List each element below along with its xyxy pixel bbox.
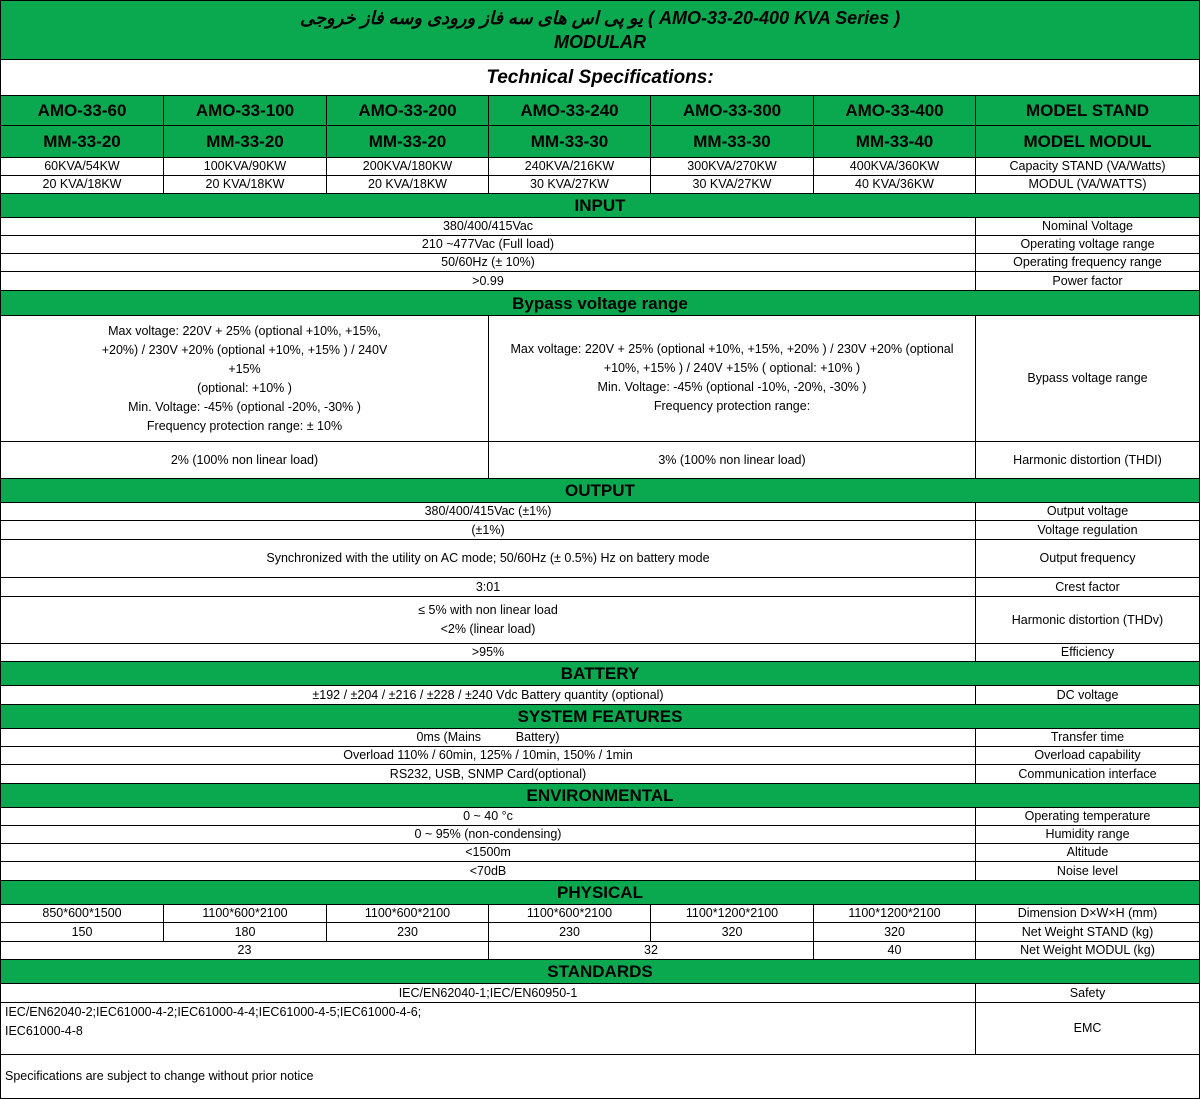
spec-label: Voltage regulation <box>976 521 1200 540</box>
spec-label: Transfer time <box>976 729 1200 747</box>
spec-row <box>0 1003 1200 1055</box>
spec-label: Safety <box>976 984 1200 1003</box>
weight-cell: 23 <box>0 942 489 960</box>
spec-row <box>0 826 1200 844</box>
spec-row <box>0 272 1200 291</box>
emc-line: IEC61000-4-8 <box>5 1024 83 1038</box>
spec-row <box>0 644 1200 662</box>
bypass-left-line: +15% <box>228 361 261 376</box>
spec-row <box>0 597 1200 644</box>
weight-cell: 320 <box>651 923 814 942</box>
spec-label: Crest factor <box>976 578 1200 597</box>
capacity-cell: 30 KVA/27KW <box>489 176 651 194</box>
spec-value: Overload 110% / 60min, 125% / 10min, 150% / 1min <box>0 747 976 765</box>
spec-label: EMC <box>976 1003 1200 1055</box>
dimension-row <box>0 905 1200 923</box>
spec-label: Noise level <box>976 862 1200 881</box>
spec-label: Communication interface <box>976 765 1200 784</box>
dimension-cell: 1100*600*2100 <box>327 905 489 923</box>
bypass-right-line: Frequency protection range: <box>653 399 811 413</box>
bypass-left-line: Min. Voltage: -45% (optional -20%, -30% ) <box>128 399 361 414</box>
spec-value: RS232, USB, SNMP Card(optional) <box>0 765 976 784</box>
section-header-standards: STANDARDS <box>0 960 1200 984</box>
spec-label: Altitude <box>976 844 1200 862</box>
spec-row <box>0 686 1200 705</box>
spec-value <box>0 1003 976 1055</box>
spec-row <box>0 862 1200 881</box>
model-stand-cell: AMO-33-300 <box>651 96 814 126</box>
spec-label: Bypass voltage range <box>976 316 1200 442</box>
bypass-row <box>0 316 1200 442</box>
thdv-line: ≤ 5% with non linear load <box>418 603 558 617</box>
capacity-modul-label: MODUL (VA/WATTS) <box>976 176 1200 194</box>
model-modul-label: MODEL MODUL <box>976 126 1200 158</box>
capacity-modul-row <box>0 176 1200 194</box>
spec-row <box>0 236 1200 254</box>
spec-label: Net Weight MODUL (kg) <box>976 942 1200 960</box>
spec-value: >95% <box>0 644 976 662</box>
spec-row <box>0 844 1200 862</box>
capacity-cell: 30 KVA/27KW <box>651 176 814 194</box>
section-header-input: INPUT <box>0 194 1200 218</box>
model-modul-cell: MM-33-40 <box>814 126 976 158</box>
dimension-cell: 1100*1200*2100 <box>814 905 976 923</box>
spec-row <box>0 521 1200 540</box>
spec-value: 0 ~ 95% (non-condensing) <box>0 826 976 844</box>
spec-value: 0 ~ 40 °c <box>0 808 976 826</box>
model-stand-cell: AMO-33-200 <box>327 96 489 126</box>
capacity-stand-row <box>0 158 1200 176</box>
spec-value: <1500m <box>0 844 976 862</box>
weight-cell: 320 <box>814 923 976 942</box>
dimension-cell: 1100*600*2100 <box>164 905 327 923</box>
model-modul-cell: MM-33-20 <box>327 126 489 158</box>
dimension-cell: 850*600*1500 <box>0 905 164 923</box>
document-title <box>0 0 1200 60</box>
spec-value: 380/400/415Vac <box>0 218 976 236</box>
weight-cell: 32 <box>489 942 814 960</box>
capacity-cell: 400KVA/360KW <box>814 158 976 176</box>
bypass-left-line: Frequency protection range: ± 10% <box>146 418 343 433</box>
section-header-physical: PHYSICAL <box>0 881 1200 905</box>
capacity-cell: 100KVA/90KW <box>164 158 327 176</box>
spec-value: 0ms (Mains Battery) <box>0 729 976 747</box>
spec-label: DC voltage <box>976 686 1200 705</box>
spec-row <box>0 765 1200 784</box>
section-header-battery: BATTERY <box>0 662 1200 686</box>
bypass-value-right <box>489 316 976 442</box>
thdi-row <box>0 442 1200 479</box>
bypass-right-line: Min. Voltage: -45% (optional -10%, -20%, -30% ) <box>597 380 867 394</box>
capacity-stand-label: Capacity STAND (VA/Watts) <box>976 158 1200 176</box>
capacity-cell: 200KVA/180KW <box>327 158 489 176</box>
spec-label: Humidity range <box>976 826 1200 844</box>
model-stand-label: MODEL STAND <box>976 96 1200 126</box>
capacity-cell: 240KVA/216KW <box>489 158 651 176</box>
spec-label: Harmonic distortion (THDv) <box>976 597 1200 644</box>
capacity-cell: 40 KVA/36KW <box>814 176 976 194</box>
spec-value: >0.99 <box>0 272 976 291</box>
weight-modul-row <box>0 942 1200 960</box>
model-stand-row <box>0 96 1200 126</box>
dimension-cell: 1100*600*2100 <box>489 905 651 923</box>
weight-cell: 180 <box>164 923 327 942</box>
spec-value: 50/60Hz (± 10%) <box>0 254 976 272</box>
thdv-line: <2% (linear load) <box>440 622 536 636</box>
capacity-cell: 20 KVA/18KW <box>327 176 489 194</box>
spec-label: Overload capability <box>976 747 1200 765</box>
spec-label: Output voltage <box>976 503 1200 521</box>
weight-cell: 150 <box>0 923 164 942</box>
spec-value: 380/400/415Vac (±1%) <box>0 503 976 521</box>
spec-value: 210 ~477Vac (Full load) <box>0 236 976 254</box>
bypass-right-line: +10%, +15% ) / 240V +15% ( optional: +10% ) <box>603 361 861 375</box>
bypass-left-line: (optional: +10% ) <box>197 380 292 395</box>
model-modul-cell: MM-33-20 <box>0 126 164 158</box>
spec-row <box>0 984 1200 1003</box>
weight-stand-row <box>0 923 1200 942</box>
spec-value: 3% (100% non linear load) <box>489 442 976 479</box>
spec-value: 2% (100% non linear load) <box>0 442 489 479</box>
spec-row <box>0 747 1200 765</box>
spec-value: <70dB <box>0 862 976 881</box>
bypass-value-left <box>0 316 489 442</box>
section-header-output: OUTPUT <box>0 479 1200 503</box>
spec-label: Operating voltage range <box>976 236 1200 254</box>
title-line2: MODULAR <box>554 32 646 52</box>
weight-cell: 40 <box>814 942 976 960</box>
weight-cell: 230 <box>327 923 489 942</box>
spec-label: Operating temperature <box>976 808 1200 826</box>
dimension-cell: 1100*1200*2100 <box>651 905 814 923</box>
model-stand-cell: AMO-33-60 <box>0 96 164 126</box>
model-stand-cell: AMO-33-240 <box>489 96 651 126</box>
spec-row <box>0 578 1200 597</box>
spec-label: Power factor <box>976 272 1200 291</box>
spec-label: Efficiency <box>976 644 1200 662</box>
emc-line: IEC/EN62040-2;IEC61000-4-2;IEC61000-4-4;IEC61000-4-5;IEC61000-4-6; <box>5 1005 422 1019</box>
capacity-cell: 300KVA/270KW <box>651 158 814 176</box>
footer-note: Specifications are subject to change without prior notice <box>0 1055 1200 1099</box>
section-header-system: SYSTEM FEATURES <box>0 705 1200 729</box>
spec-row <box>0 503 1200 521</box>
title-line1: یو پی اس های سه فاز ورودی وسه فاز خروجی ( AMO-33-20-400 KVA Series ) <box>299 8 901 28</box>
spec-label: Net Weight STAND (kg) <box>976 923 1200 942</box>
model-modul-cell: MM-33-30 <box>489 126 651 158</box>
spec-row <box>0 808 1200 826</box>
specifications-heading: Technical Specifications: <box>0 60 1200 96</box>
spec-row <box>0 729 1200 747</box>
model-modul-row <box>0 126 1200 158</box>
spec-label: Harmonic distortion (THDI) <box>976 442 1200 479</box>
spec-value: Synchronized with the utility on AC mode; 50/60Hz (± 0.5%) Hz on battery mode <box>0 540 976 578</box>
spec-value: ±192 / ±204 / ±216 / ±228 / ±240 Vdc Battery quantity (optional) <box>0 686 976 705</box>
spec-value: 3:01 <box>0 578 976 597</box>
bypass-left-line: Max voltage: 220V + 25% (optional +10%, +15%, <box>108 323 381 338</box>
spec-label: Output frequency <box>976 540 1200 578</box>
section-header-bypass: Bypass voltage range <box>0 291 1200 316</box>
capacity-cell: 60KVA/54KW <box>0 158 164 176</box>
spec-value: (±1%) <box>0 521 976 540</box>
model-stand-cell: AMO-33-400 <box>814 96 976 126</box>
spec-row <box>0 254 1200 272</box>
spec-row <box>0 540 1200 578</box>
section-header-environmental: ENVIRONMENTAL <box>0 784 1200 808</box>
spec-label: Operating frequency range <box>976 254 1200 272</box>
bypass-right-line: Max voltage: 220V + 25% (optional +10%, +15%, +20% ) / 230V +20% (optional <box>510 342 954 356</box>
spec-row <box>0 218 1200 236</box>
weight-cell: 230 <box>489 923 651 942</box>
spec-label: Nominal Voltage <box>976 218 1200 236</box>
spec-value: IEC/EN62040-1;IEC/EN60950-1 <box>0 984 976 1003</box>
capacity-cell: 20 KVA/18KW <box>164 176 327 194</box>
spec-value <box>0 597 976 644</box>
bypass-left-line: +20%) / 230V +20% (optional +10%, +15% ) / 240V <box>101 342 388 357</box>
model-modul-cell: MM-33-30 <box>651 126 814 158</box>
spec-label: Dimension D×W×H (mm) <box>976 905 1200 923</box>
model-stand-cell: AMO-33-100 <box>164 96 327 126</box>
capacity-cell: 20 KVA/18KW <box>0 176 164 194</box>
model-modul-cell: MM-33-20 <box>164 126 327 158</box>
